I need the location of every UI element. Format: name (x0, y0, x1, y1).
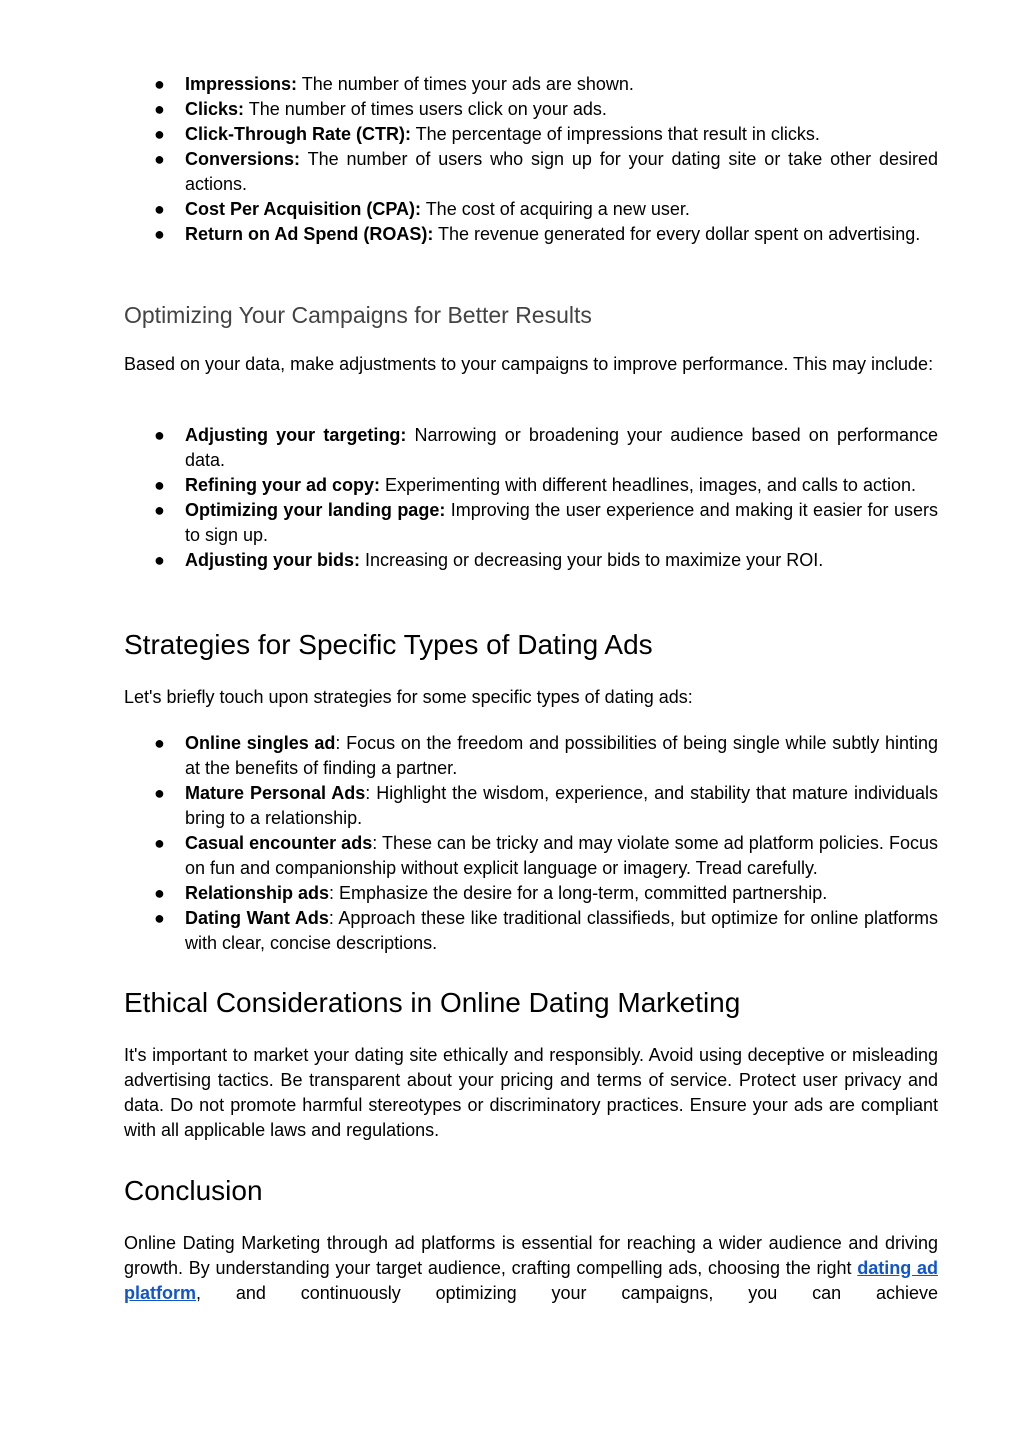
ethics-body: It's important to market your dating site ethically and responsibly. Avoid using deceptive or misleading advertising tactics. Be transparent about your pricing and terms of service. Protect user privacy and data. Do not promote harmful stereotypes or discriminatory practices. Ensure your ads are compliant with all applicable laws and regulations. (124, 1045, 938, 1140)
list-item: ● Online singles ad: Focus on the freedom and possibilities of being single while subtly hinting at the benefits of finding a partner. (154, 733, 939, 778)
list-item: ● Refining your ad copy: Experimenting with different headlines, images, and calls to action. (124, 473, 938, 498)
bullet-icon: ● (154, 99, 165, 119)
list-item: ● Click-Through Rate (CTR): The percentage of impressions that result in clicks. (124, 122, 938, 147)
dating-ad-platform-link[interactable]: dating ad platform (124, 1258, 938, 1303)
optimizing-heading: Optimizing Your Campaigns for Better Results (124, 302, 592, 328)
bullet-icon: ● (154, 783, 165, 803)
bullet-icon: ● (154, 883, 165, 903)
bullet-icon: ● (154, 908, 165, 928)
optimizing-intro: Based on your data, make adjustments to your campaigns to improve performance. This may include: (124, 354, 934, 374)
bullet-icon: ● (154, 74, 165, 94)
bullet-icon: ● (154, 124, 165, 144)
bullet-icon: ● (154, 833, 165, 853)
list-item: ● Optimizing your landing page: Improving the user experience and making it easier for users to sign up. (154, 500, 938, 545)
list-item: ● Casual encounter ads: These can be tricky and may violate some ad platform policies. Focus on fun and companionship without explicit language or imagery. Tread carefully. (154, 833, 938, 878)
bullet-icon: ● (154, 149, 165, 169)
list-item: ● Cost Per Acquisition (CPA): The cost of acquiring a new user. (124, 197, 938, 222)
list-item: ● Relationship ads: Emphasize the desire for a long-term, committed partnership. (124, 881, 938, 906)
conclusion-heading: Conclusion (124, 1175, 263, 1206)
list-item: ● Clicks: The number of times users click on your ads. (124, 97, 938, 122)
strategies-list (124, 731, 938, 956)
bullet-icon: ● (154, 224, 165, 244)
list-item: ● Dating Want Ads: Approach these like traditional classifieds, but optimize for online platforms with clear, concise descriptions. (154, 908, 938, 953)
bullet-icon: ● (154, 199, 165, 219)
bullet-icon: ● (154, 500, 165, 520)
list-item: ● Adjusting your targeting: Narrowing or broadening your audience based on performance data. (154, 425, 938, 470)
optimizing-list (124, 423, 938, 573)
strategies-heading: Strategies for Specific Types of Dating Ads (124, 629, 653, 660)
ethics-heading: Ethical Considerations in Online Dating Marketing (124, 987, 741, 1018)
metrics-list (124, 72, 938, 247)
list-item: ● Return on Ad Spend (ROAS): The revenue generated for every dollar spent on advertising. (124, 222, 938, 247)
list-item: ● Impressions: The number of times your ads are shown. (124, 72, 938, 97)
bullet-icon: ● (154, 550, 165, 570)
bullet-icon: ● (154, 475, 165, 495)
list-item: ● Conversions: The number of users who sign up for your dating site or take other desired actions. (154, 149, 938, 194)
list-item: ● Adjusting your bids: Increasing or decreasing your bids to maximize your ROI. (124, 548, 938, 573)
strategies-intro: Let's briefly touch upon strategies for some specific types of dating ads: (124, 687, 693, 707)
bullet-icon: ● (154, 733, 165, 753)
list-item: ● Mature Personal Ads: Highlight the wisdom, experience, and stability that mature individuals bring to a relationship. (154, 783, 938, 828)
bullet-icon: ● (154, 425, 165, 445)
conclusion-body: Online Dating Marketing through ad platforms is essential for reaching a wider audience and driving growth. By understanding your target audience, crafting compelling ads, choosing the right dating ad platform, and continuously optimizing your campaigns, you can achieve (124, 1233, 938, 1303)
